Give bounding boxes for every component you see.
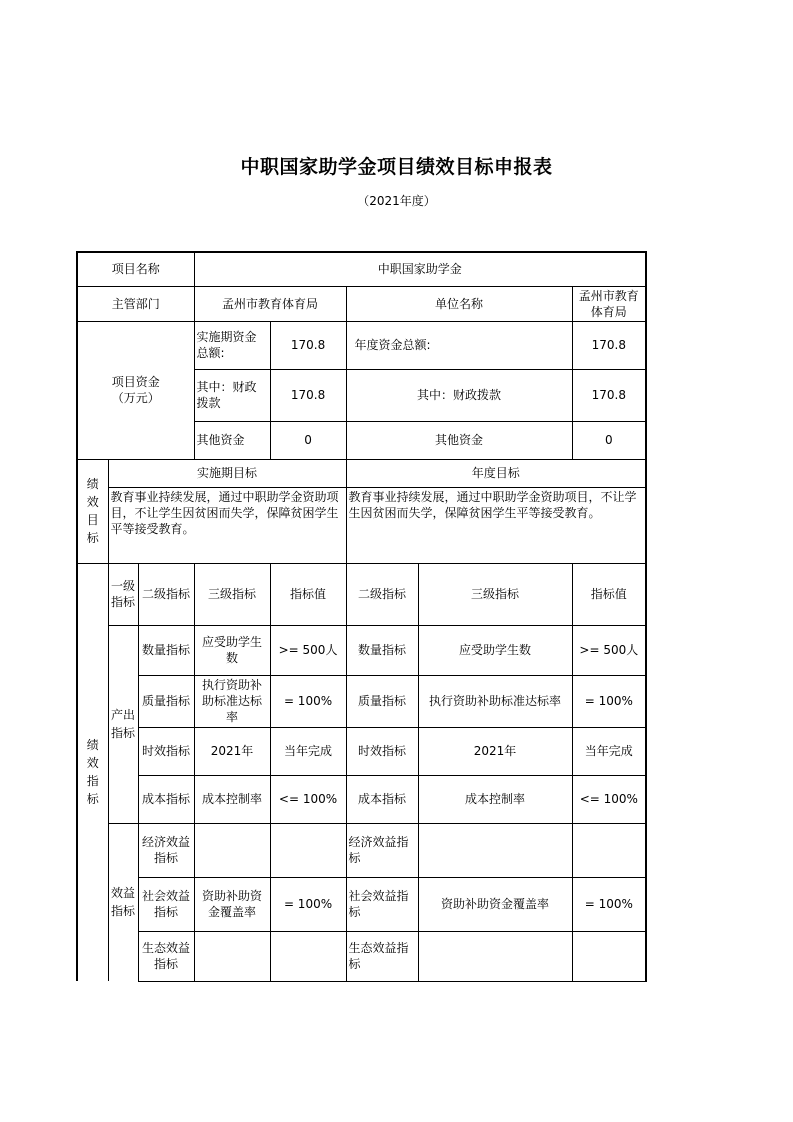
cell-value <box>270 823 346 877</box>
cell-l2-year: 时效指标 <box>346 727 418 775</box>
cell-l2-year: 数量指标 <box>346 625 418 675</box>
header-level1: 一级指标 <box>108 563 138 625</box>
cell-l3: 资助补助资金覆盖率 <box>194 877 270 931</box>
impl-fiscal-value: 170.8 <box>270 369 346 421</box>
cell-l3 <box>194 823 270 877</box>
cell-value-year <box>572 823 646 877</box>
year-fiscal-label: 其中：财政拨款 <box>346 369 572 421</box>
output-indicator-label <box>108 625 138 823</box>
row-indicator-header <box>77 563 646 625</box>
impl-total-label: 实施期资金总额: <box>194 321 270 369</box>
impl-goal-text: 教育事业持续发展，通过中职助学金资助项目，不让学生因贫困而失学，保障贫困学生平等接受教育。 <box>108 487 346 563</box>
goals-section-text: 绩效目标 <box>86 477 99 545</box>
table-row <box>77 877 646 931</box>
project-name-value: 中职国家助学金 <box>194 252 646 286</box>
table-row <box>77 625 646 675</box>
page-subtitle: （2021年度） <box>357 194 436 208</box>
cell-l3: 应受助学生数 <box>194 625 270 675</box>
header-level2: 二级指标 <box>138 563 194 625</box>
cell-l3: 执行资助补助标准达标率 <box>194 675 270 727</box>
cell-value-year: <= 100% <box>572 775 646 823</box>
cell-l3-year <box>418 823 572 877</box>
table-row <box>77 727 646 775</box>
impl-other-value: 0 <box>270 421 346 459</box>
row-goals-header <box>77 459 646 487</box>
cell-l2: 社会效益指标 <box>138 877 194 931</box>
cell-l3: 2021年 <box>194 727 270 775</box>
cell-value: = 100% <box>270 877 346 931</box>
impl-total-value: 170.8 <box>270 321 346 369</box>
dept-value: 孟州市教育体育局 <box>194 286 346 321</box>
project-name-label: 项目名称 <box>77 252 194 286</box>
cell-l2-year: 质量指标 <box>346 675 418 727</box>
year-goal-text: 教育事业持续发展，通过中职助学金资助项目，不让学生因贫困而失学，保障贫困学生平等接受教育。 <box>346 487 646 563</box>
year-other-value: 0 <box>572 421 646 459</box>
cell-l2: 质量指标 <box>138 675 194 727</box>
output-indicator-text: 产出指标 <box>110 708 135 740</box>
row-project-name <box>77 252 646 286</box>
cell-value-year: >= 500人 <box>572 625 646 675</box>
goals-section-label <box>77 459 108 563</box>
cell-l2: 时效指标 <box>138 727 194 775</box>
cell-value-year: = 100% <box>572 877 646 931</box>
cell-l2-year: 生态效益指标 <box>346 931 418 981</box>
header-level3: 三级指标 <box>194 563 270 625</box>
cell-l2: 经济效益指标 <box>138 823 194 877</box>
cell-l3-year: 执行资助补助标准达标率 <box>418 675 572 727</box>
performance-target-table <box>76 251 647 982</box>
row-department <box>77 286 646 321</box>
row-funds-total <box>77 321 646 369</box>
header-level2-year: 二级指标 <box>346 563 418 625</box>
cell-l3-year <box>418 931 572 981</box>
cell-l3-year: 应受助学生数 <box>418 625 572 675</box>
cell-l2: 生态效益指标 <box>138 931 194 981</box>
year-goal-header: 年度目标 <box>346 459 646 487</box>
cell-value <box>270 931 346 981</box>
dept-label: 主管部门 <box>77 286 194 321</box>
cell-l2-year: 社会效益指标 <box>346 877 418 931</box>
cell-l2-year: 经济效益指标 <box>346 823 418 877</box>
header-level3-year: 三级指标 <box>418 563 572 625</box>
table-row <box>77 775 646 823</box>
cell-value-year <box>572 931 646 981</box>
table-row <box>77 675 646 727</box>
cell-l3: 成本控制率 <box>194 775 270 823</box>
indicators-section-text: 绩效指标 <box>86 738 99 807</box>
impl-other-label: 其他资金 <box>194 421 270 459</box>
cell-l3 <box>194 931 270 981</box>
cell-value-year: 当年完成 <box>572 727 646 775</box>
cell-value: = 100% <box>270 675 346 727</box>
cell-l3-year: 资助补助资金覆盖率 <box>418 877 572 931</box>
year-total-value: 170.8 <box>572 321 646 369</box>
unit-label: 单位名称 <box>346 286 572 321</box>
table-row <box>77 931 646 981</box>
year-fiscal-value: 170.8 <box>572 369 646 421</box>
indicators-section-label <box>77 563 108 981</box>
cell-l2-year: 成本指标 <box>346 775 418 823</box>
cell-l3-year: 成本控制率 <box>418 775 572 823</box>
cell-l3-year: 2021年 <box>418 727 572 775</box>
header-value: 指标值 <box>270 563 346 625</box>
funds-label: 项目资金 （万元） <box>77 321 194 459</box>
cell-l2: 成本指标 <box>138 775 194 823</box>
benefit-indicator-label <box>108 823 138 981</box>
cell-value: >= 500人 <box>270 625 346 675</box>
table-row <box>77 823 646 877</box>
cell-value-year: = 100% <box>572 675 646 727</box>
header-value-year: 指标值 <box>572 563 646 625</box>
unit-value: 孟州市教育体育局 <box>572 286 646 321</box>
cell-value: <= 100% <box>270 775 346 823</box>
year-other-label: 其他资金 <box>346 421 572 459</box>
cell-value: 当年完成 <box>270 727 346 775</box>
impl-fiscal-label: 其中：财政拨款 <box>194 369 270 421</box>
cell-l2: 数量指标 <box>138 625 194 675</box>
row-goals-text <box>77 487 646 563</box>
impl-goal-header: 实施期目标 <box>108 459 346 487</box>
year-total-label: 年度资金总额: <box>346 321 572 369</box>
page-title: 中职国家助学金项目绩效目标申报表 <box>240 156 553 178</box>
benefit-indicator-text: 效益指标 <box>110 886 135 919</box>
